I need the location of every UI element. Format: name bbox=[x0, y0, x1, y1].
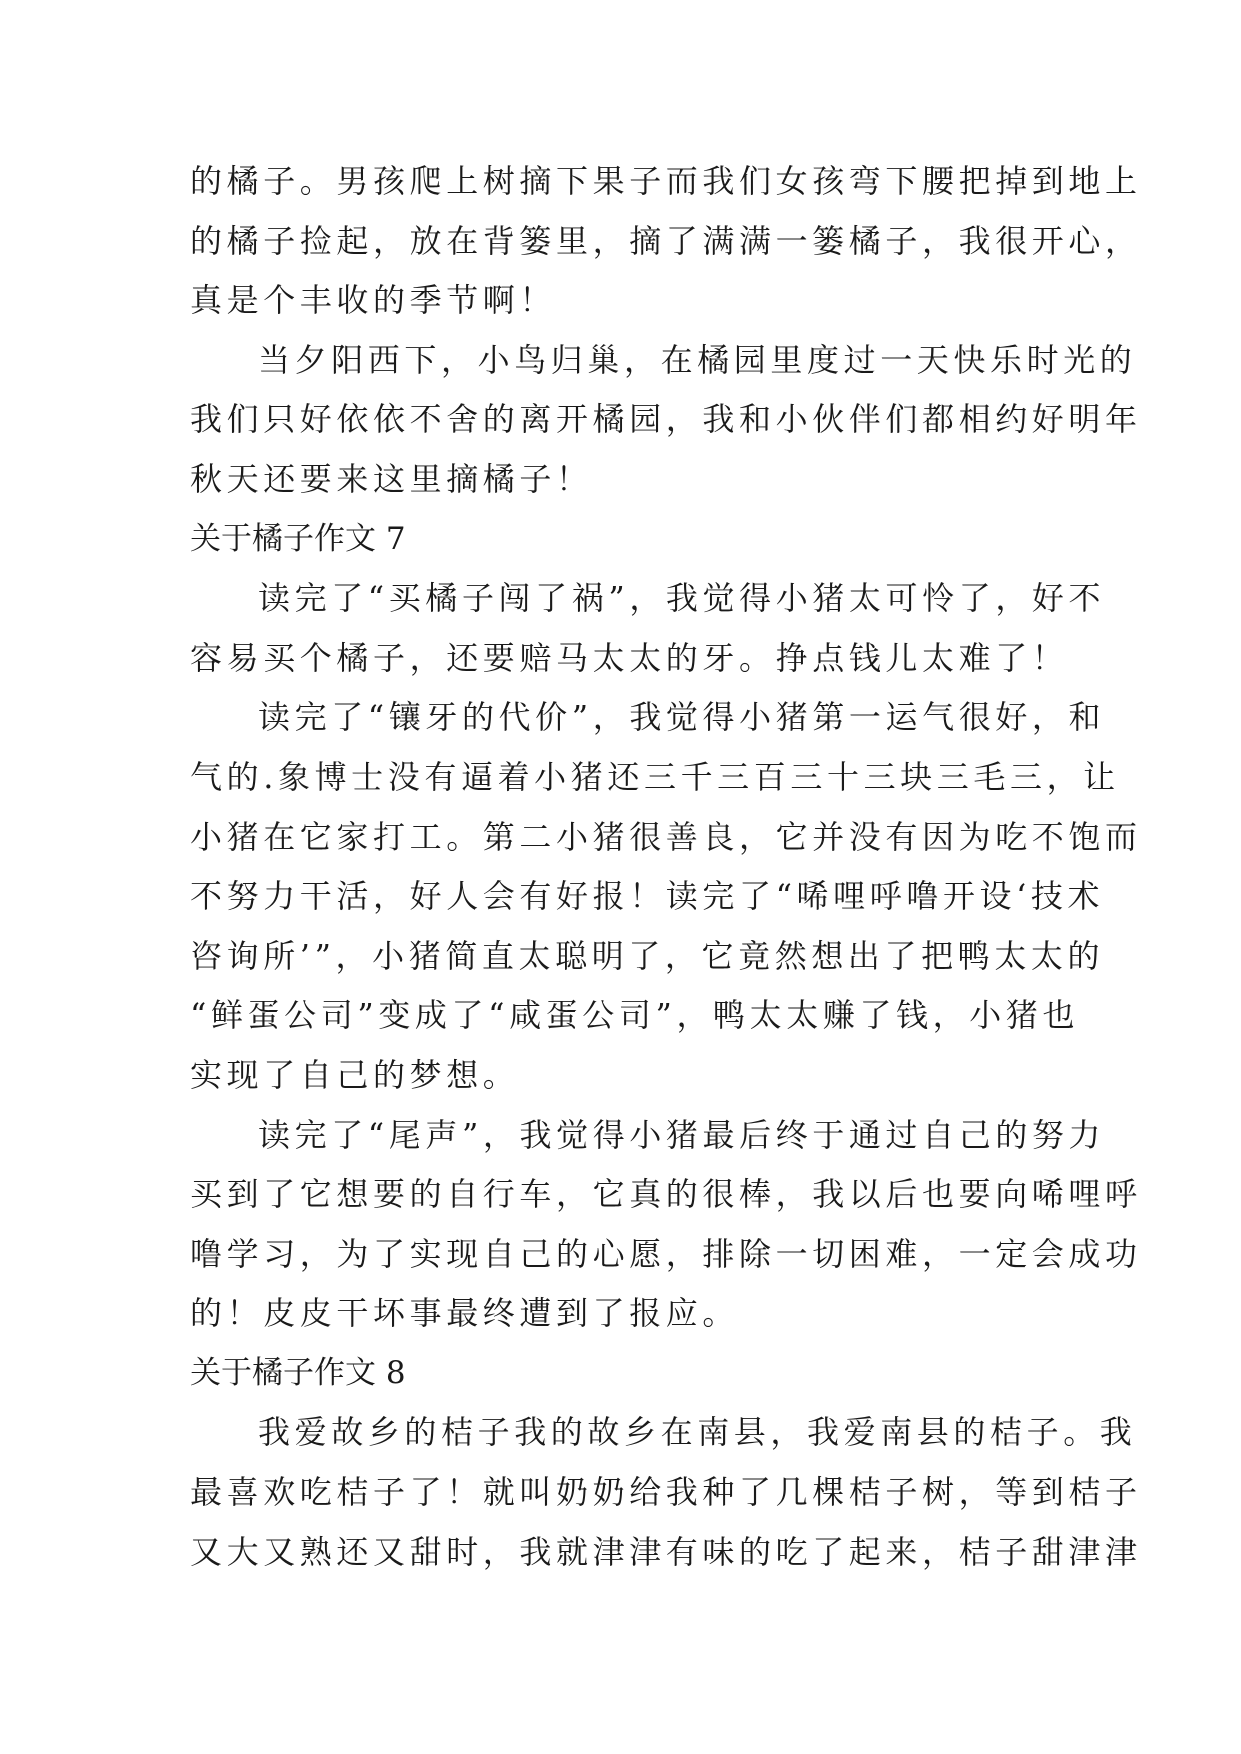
section-heading: 关于橘子作文 7 bbox=[190, 520, 406, 557]
paragraph-first-line: 读完了“尾声”，我觉得小猪最后终于通过自己的努力 bbox=[258, 1115, 1106, 1154]
text-line: 小猪在它家打工。第二小猪很善良，它并没有因为吃不饱而 bbox=[190, 817, 1142, 856]
text-line: 又大又熟还又甜时，我就津津有味的吃了起来，桔子甜津津 bbox=[190, 1532, 1142, 1571]
text-line: 我们只好依依不舍的离开橘园，我和小伙伴们都相约好明年 bbox=[190, 400, 1142, 439]
text-line: 的橘子。男孩爬上树摘下果子而我们女孩弯下腰把掉到地上 bbox=[190, 162, 1142, 200]
paragraph-first-line: 读完了“买橘子闯了祸”，我觉得小猪太可怜了，好不 bbox=[258, 579, 1106, 618]
section-heading: 关于橘子作文 8 bbox=[190, 1354, 406, 1391]
text-line: 不努力干活，好人会有好报！读完了“唏哩呼噜开设‘技术 bbox=[190, 877, 1105, 916]
paragraph-first-line: 我爱故乡的桔子我的故乡在南县，我爱南县的桔子。我 bbox=[258, 1413, 1137, 1452]
text-line: 最喜欢吃桔子了！就叫奶奶给我种了几棵桔子树，等到桔子 bbox=[190, 1473, 1142, 1512]
text-line: 咨询所’”，小猪简直太聪明了，它竟然想出了把鸭太太的 bbox=[190, 936, 1105, 975]
text-line: 秋天还要来这里摘橘子！ bbox=[190, 459, 593, 498]
paragraph-first-line: 读完了“镶牙的代价”，我觉得小猪第一运气很好，和 bbox=[258, 698, 1106, 737]
text-line: 的！皮皮干坏事最终遭到了报应。 bbox=[190, 1294, 740, 1333]
text-line: 的橘子捡起，放在背篓里，摘了满满一篓橘子，我很开心， bbox=[190, 221, 1142, 260]
text-line: 噜学习，为了实现自己的心愿，排除一切困难，一定会成功 bbox=[190, 1234, 1142, 1273]
document-body bbox=[190, 152, 1142, 1582]
paragraph-first-line: 当夕阳西下，小鸟归巢，在橘园里度过一天快乐时光的 bbox=[258, 340, 1137, 379]
text-line: “鲜蛋公司”变成了“咸蛋公司”，鸭太太赚了钱，小猪也 bbox=[190, 996, 1080, 1035]
text-line: 真是个丰收的季节啊！ bbox=[190, 281, 557, 320]
text-line: 气的.象博士没有逼着小猪还三千三百三十三块三毛三，让 bbox=[190, 757, 1120, 796]
text-line: 实现了自己的梦想。 bbox=[190, 1055, 520, 1094]
text-line: 容易买个橘子，还要赔马太太的牙。挣点钱儿太难了！ bbox=[190, 638, 1069, 677]
text-line: 买到了它想要的自行车，它真的很棒，我以后也要向唏哩呼 bbox=[190, 1175, 1142, 1214]
